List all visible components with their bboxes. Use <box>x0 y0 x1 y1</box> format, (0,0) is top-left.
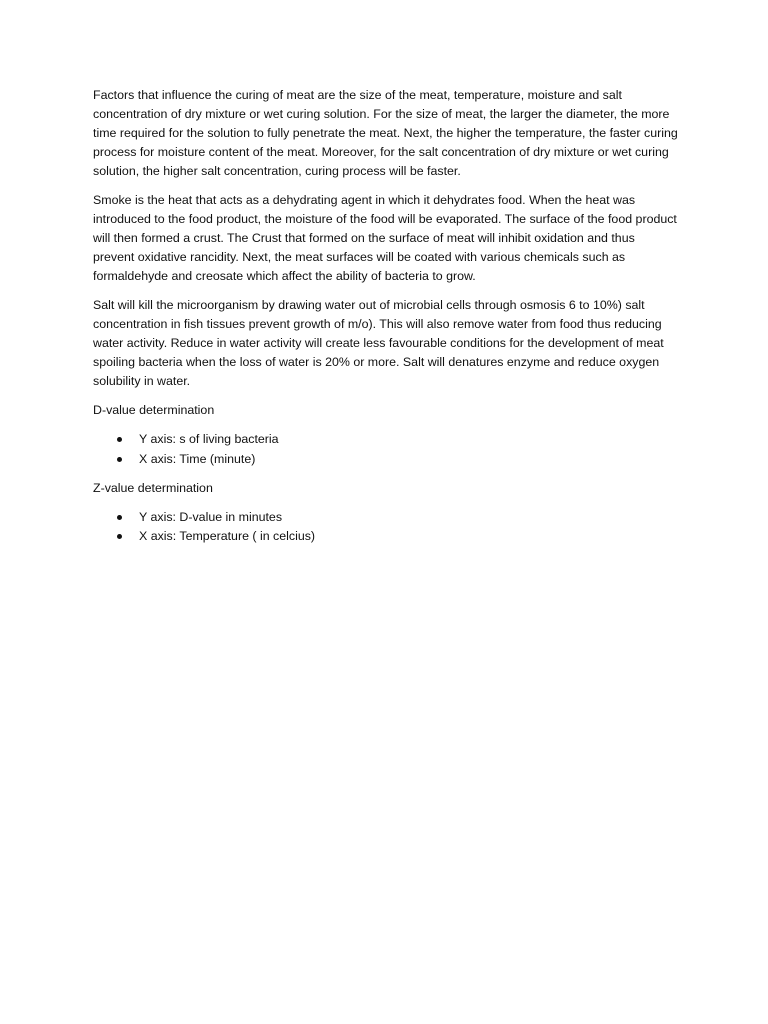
paragraph-curing-factors: Factors that influence the curing of meat are the size of the meat, temperature, moisture and salt concentration of dry mixture or wet curing solution. For the size of meat, the larger the diameter, the more time required for the solution to fully penetrate the meat. Next, the higher the temperature, the faster curing process for moisture content of the meat. Moreover, for the salt concentration of dry mixture or wet curing solution, the higher salt concentration, curing process will be faster. <box>93 88 678 178</box>
list-item <box>93 508 678 527</box>
list-item <box>93 527 678 546</box>
z-value-list <box>93 508 678 547</box>
bullet-icon <box>117 534 122 539</box>
list-item-text: Y axis: D-value in minutes <box>139 509 283 524</box>
d-value-heading: D-value determination <box>93 403 215 417</box>
list-item-text: X axis: Temperature ( in celcius) <box>139 529 316 543</box>
paragraph-salt: Salt will kill the microorganism by drawing water out of microbial cells through osmosis 6 to 10%) salt concentration in fish tissues prevent growth of m/o). This will also remove water from food thus reducing water activity. Reduce in water activity will create less favourable conditions for the development of meat spoiling bacteria when the loss of water is 20% or more. Salt will denatures enzyme and reduce oxygen solubility in water. <box>93 298 664 388</box>
d-value-list <box>93 430 678 469</box>
paragraph-smoke: Smoke is the heat that acts as a dehydrating agent in which it dehydrates food. When the heat was introduced to the food product, the moisture of the food will be evaporated. The surface of the food product will then formed a crust. The Crust that formed on the surface of meat will inhibit oxidation and thus prevent oxidative rancidity. Next, the meat surfaces will be coated with various chemicals such as formaldehyde and creosate which affect the ability of bacteria to grow. <box>93 193 677 283</box>
list-item-text: Y axis: s of living bacteria <box>139 432 279 446</box>
document-page <box>93 86 678 556</box>
list-item <box>93 430 678 449</box>
z-value-heading: Z-value determination <box>93 480 213 495</box>
list-item <box>93 450 678 469</box>
bullet-icon <box>117 457 122 462</box>
list-item-text: X axis: Time (minute) <box>139 451 256 466</box>
bullet-icon <box>117 437 122 442</box>
bullet-icon <box>117 515 122 520</box>
